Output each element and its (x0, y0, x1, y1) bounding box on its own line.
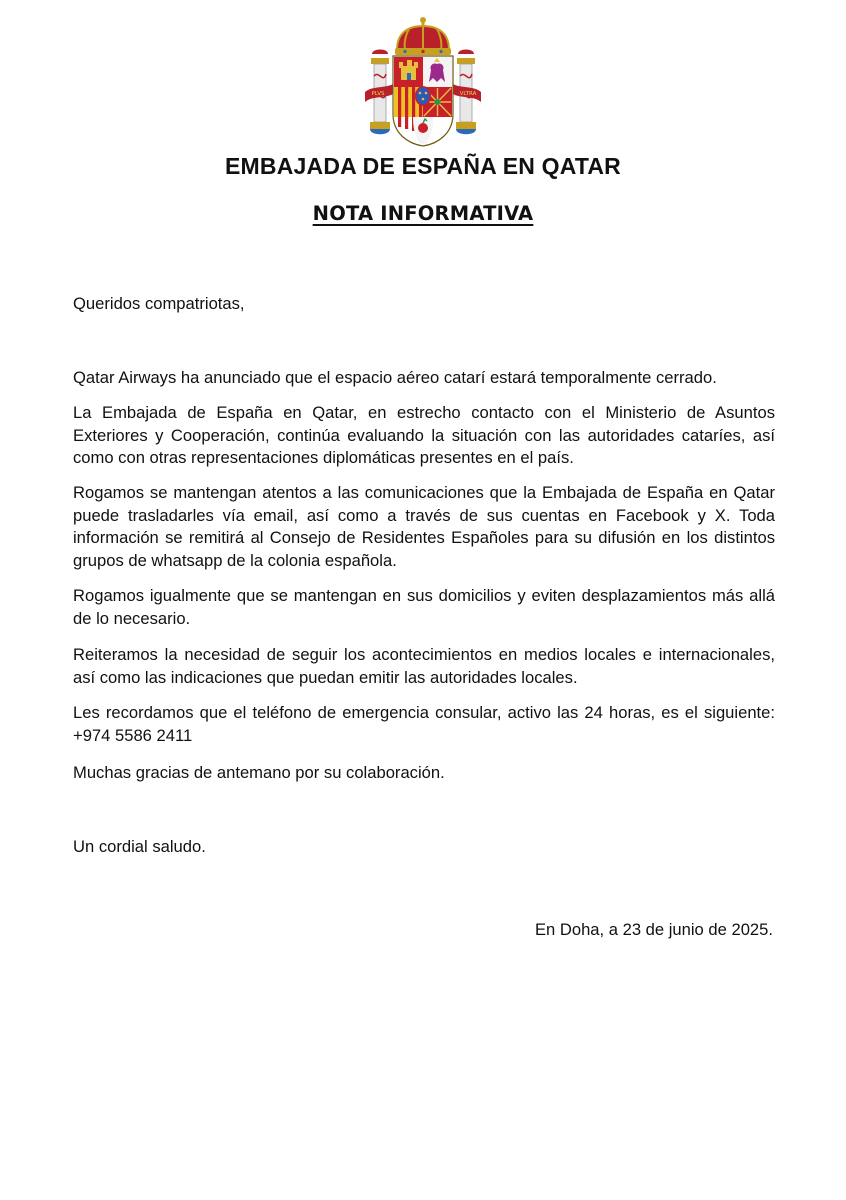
paragraph-stay-home: Rogamos igualmente que se mantengan en sus domicilios y eviten desplazamientos más allá de lo necesario. (73, 586, 775, 628)
embassy-name-heading: EMBAJADA DE ESPAÑA EN QATAR (225, 153, 621, 179)
svg-text:PLVS: PLVS (371, 91, 385, 97)
svg-text:VLTRA: VLTRA (459, 91, 477, 97)
paragraph-airspace-closure: Qatar Airways ha anunciado que el espacio aéreo catarí estará temporalmente cerrado. (73, 368, 717, 387)
paragraph-emergency-phone: Les recordamos que el teléfono de emergencia consular, activo las 24 horas, es el siguiente: +974 5586 2411 (73, 703, 775, 745)
closing: Un cordial saludo. (73, 837, 206, 856)
coat-of-arms-of-spain-icon (357, 14, 489, 150)
salutation: Queridos compatriotas, (73, 294, 245, 313)
paragraph-communications: Rogamos se mantengan atentos a las comunicaciones que la Embajada de España en Qatar puede trasladarles vía email, así como a través de sus cuentas en Facebook y X. Toda información se remitirá al Consejo de Residentes Españoles para su difusión en los distintos grupos de whatsapp de la colonia española. (73, 483, 775, 570)
document-title: NOTA INFORMATIVA (312, 202, 534, 225)
paragraph-embassy-evaluation: La Embajada de España en Qatar, en estrecho contacto con el Ministerio de Asuntos Exteriores y Cooperación, continúa evaluando la situación con las autoridades cataríes, así como con otras representaciones diplomáticas presentes en el país. (73, 403, 775, 468)
paragraph-follow-news: Reiteramos la necesidad de seguir los acontecimientos en medios locales e internacionales, así como las indicaciones que puedan emitir las autoridades locales. (73, 645, 775, 687)
place-and-date: En Doha, a 23 de junio de 2025. (534, 920, 773, 939)
shield-icon (393, 56, 453, 146)
royal-crown-icon (395, 17, 451, 55)
paragraph-thanks: Muchas gracias de antemano por su colaboración. (73, 763, 445, 782)
